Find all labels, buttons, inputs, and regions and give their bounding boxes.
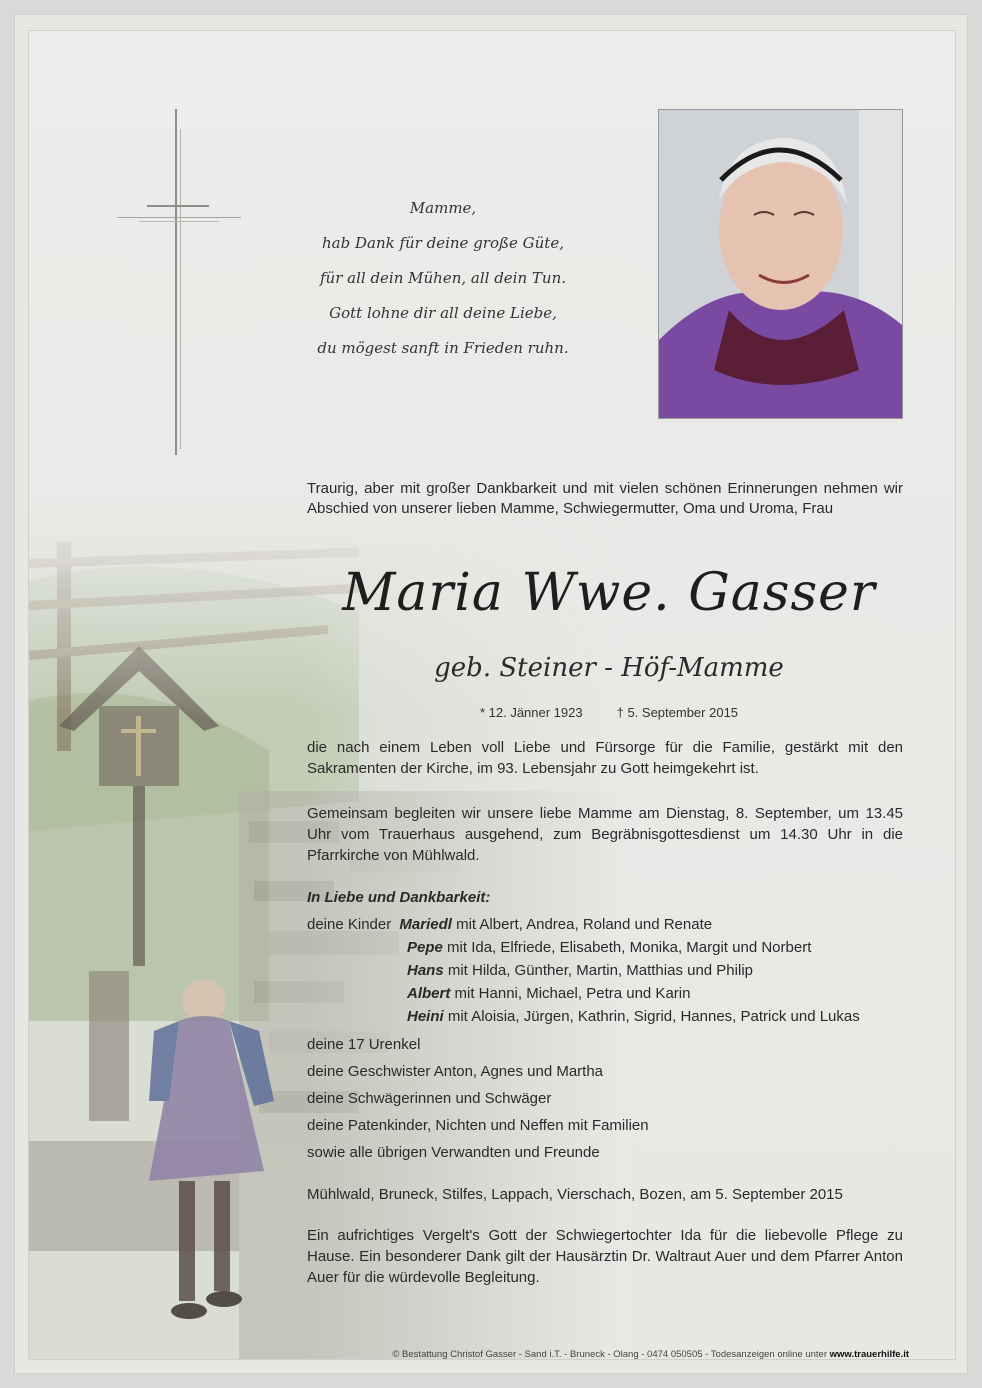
cross-icon — [117, 109, 241, 455]
children-row — [407, 1007, 860, 1027]
child-family: mit Hanni, Michael, Petra und Karin — [450, 985, 691, 1002]
funeral-paragraph: Gemeinsam begleiten wir unsere liebe Mamme am Dienstag, 8. September, um 13.45 Uhr vom Trauerhaus ausgehend, zum Begräbnisgottesdienst um 14.30 Uhr in die Pfarrkirche von Mühlwald. — [307, 805, 903, 864]
child-family: mit Hilda, Günther, Martin, Matthias und Philip — [443, 962, 753, 979]
children-row — [407, 984, 690, 1004]
children-row — [307, 915, 712, 935]
poem-line: hab Dank für deine große Güte, — [322, 234, 564, 252]
obituary-sheet — [14, 14, 968, 1374]
maiden-name: geb. Steiner - Höf-Mamme — [434, 653, 784, 683]
obituary-card — [28, 30, 956, 1360]
life-paragraph: die nach einem Leben voll Liebe und Fürsorge für die Familie, gestärkt mit den Sakramenten der Kirche, im 93. Lebensjahr zu Gott heimgekehrt ist. — [307, 739, 903, 777]
children-label: deine Kinder — [307, 916, 392, 933]
thanks-paragraph: Ein aufrichtiges Vergelt's Gott der Schwiegertochter Ida für die liebevolle Pflege zu Hause. Ein besonderer Dank gilt der Hausärztin Dr. Waltraut Auer und dem Pfarrer Anton Auer für die würdevolle Begleitung. — [307, 1227, 903, 1286]
poem-line: Gott lohne dir all deine Liebe, — [329, 304, 557, 322]
children-row — [407, 938, 811, 958]
intro-text: Traurig, aber mit großer Dankbarkeit und mit vielen schönen Erinnerungen nehmen wir Abschied von unserer lieben Mamme, Schwiegermutter, Oma und Uroma, Frau — [307, 480, 903, 517]
mourner-line: deine 17 Urenkel — [307, 1036, 421, 1053]
child-name: Mariedl — [399, 916, 452, 933]
birth-date: * 12. Jänner 1923 — [479, 705, 583, 720]
poem — [253, 191, 633, 366]
mourner-line: sowie alle übrigen Verwandten und Freunde — [307, 1144, 600, 1161]
deceased-name: Maria Wwe. Gasser — [342, 563, 876, 623]
child-name: Hans — [407, 962, 444, 979]
mourner-line: deine Schwägerinnen und Schwäger — [307, 1090, 552, 1107]
footer-text: © Bestattung Christof Gasser - Sand i.T. - Bruneck - Olang - 0474 050505 - Todesanzeigen online unter — [392, 1349, 830, 1360]
child-family: mit Ida, Elfriede, Elisabeth, Monika, Margit und Norbert — [442, 939, 812, 956]
portrait-photo — [658, 109, 903, 419]
child-name: Albert — [407, 985, 451, 1002]
mourner-line: deine Geschwister Anton, Agnes und Martha — [307, 1063, 604, 1080]
places-and-date: Mühlwald, Bruneck, Stilfes, Lappach, Vierschach, Bozen, am 5. September 2015 — [307, 1186, 843, 1203]
mourner-line: deine Patenkinder, Nichten und Neffen mit Familien — [307, 1117, 649, 1134]
poem-line: für all dein Mühen, all dein Tun. — [319, 269, 567, 287]
death-date: † 5. September 2015 — [616, 705, 739, 720]
family-heading: In Liebe und Dankbarkeit: — [307, 889, 491, 906]
poem-line: Mamme, — [409, 199, 477, 217]
child-name: Pepe — [407, 939, 443, 956]
footer-credit — [299, 1349, 909, 1360]
poem-line: du mögest sanft in Frieden ruhn. — [317, 339, 569, 357]
child-family: mit Aloisia, Jürgen, Kathrin, Sigrid, Hannes, Patrick und Lukas — [443, 1008, 860, 1025]
life-dates — [309, 705, 909, 720]
child-family: mit Albert, Andrea, Roland und Renate — [451, 916, 713, 933]
children-row — [407, 961, 753, 981]
footer-link[interactable]: www.trauerhilfe.it — [829, 1349, 909, 1360]
child-name: Heini — [407, 1008, 444, 1025]
